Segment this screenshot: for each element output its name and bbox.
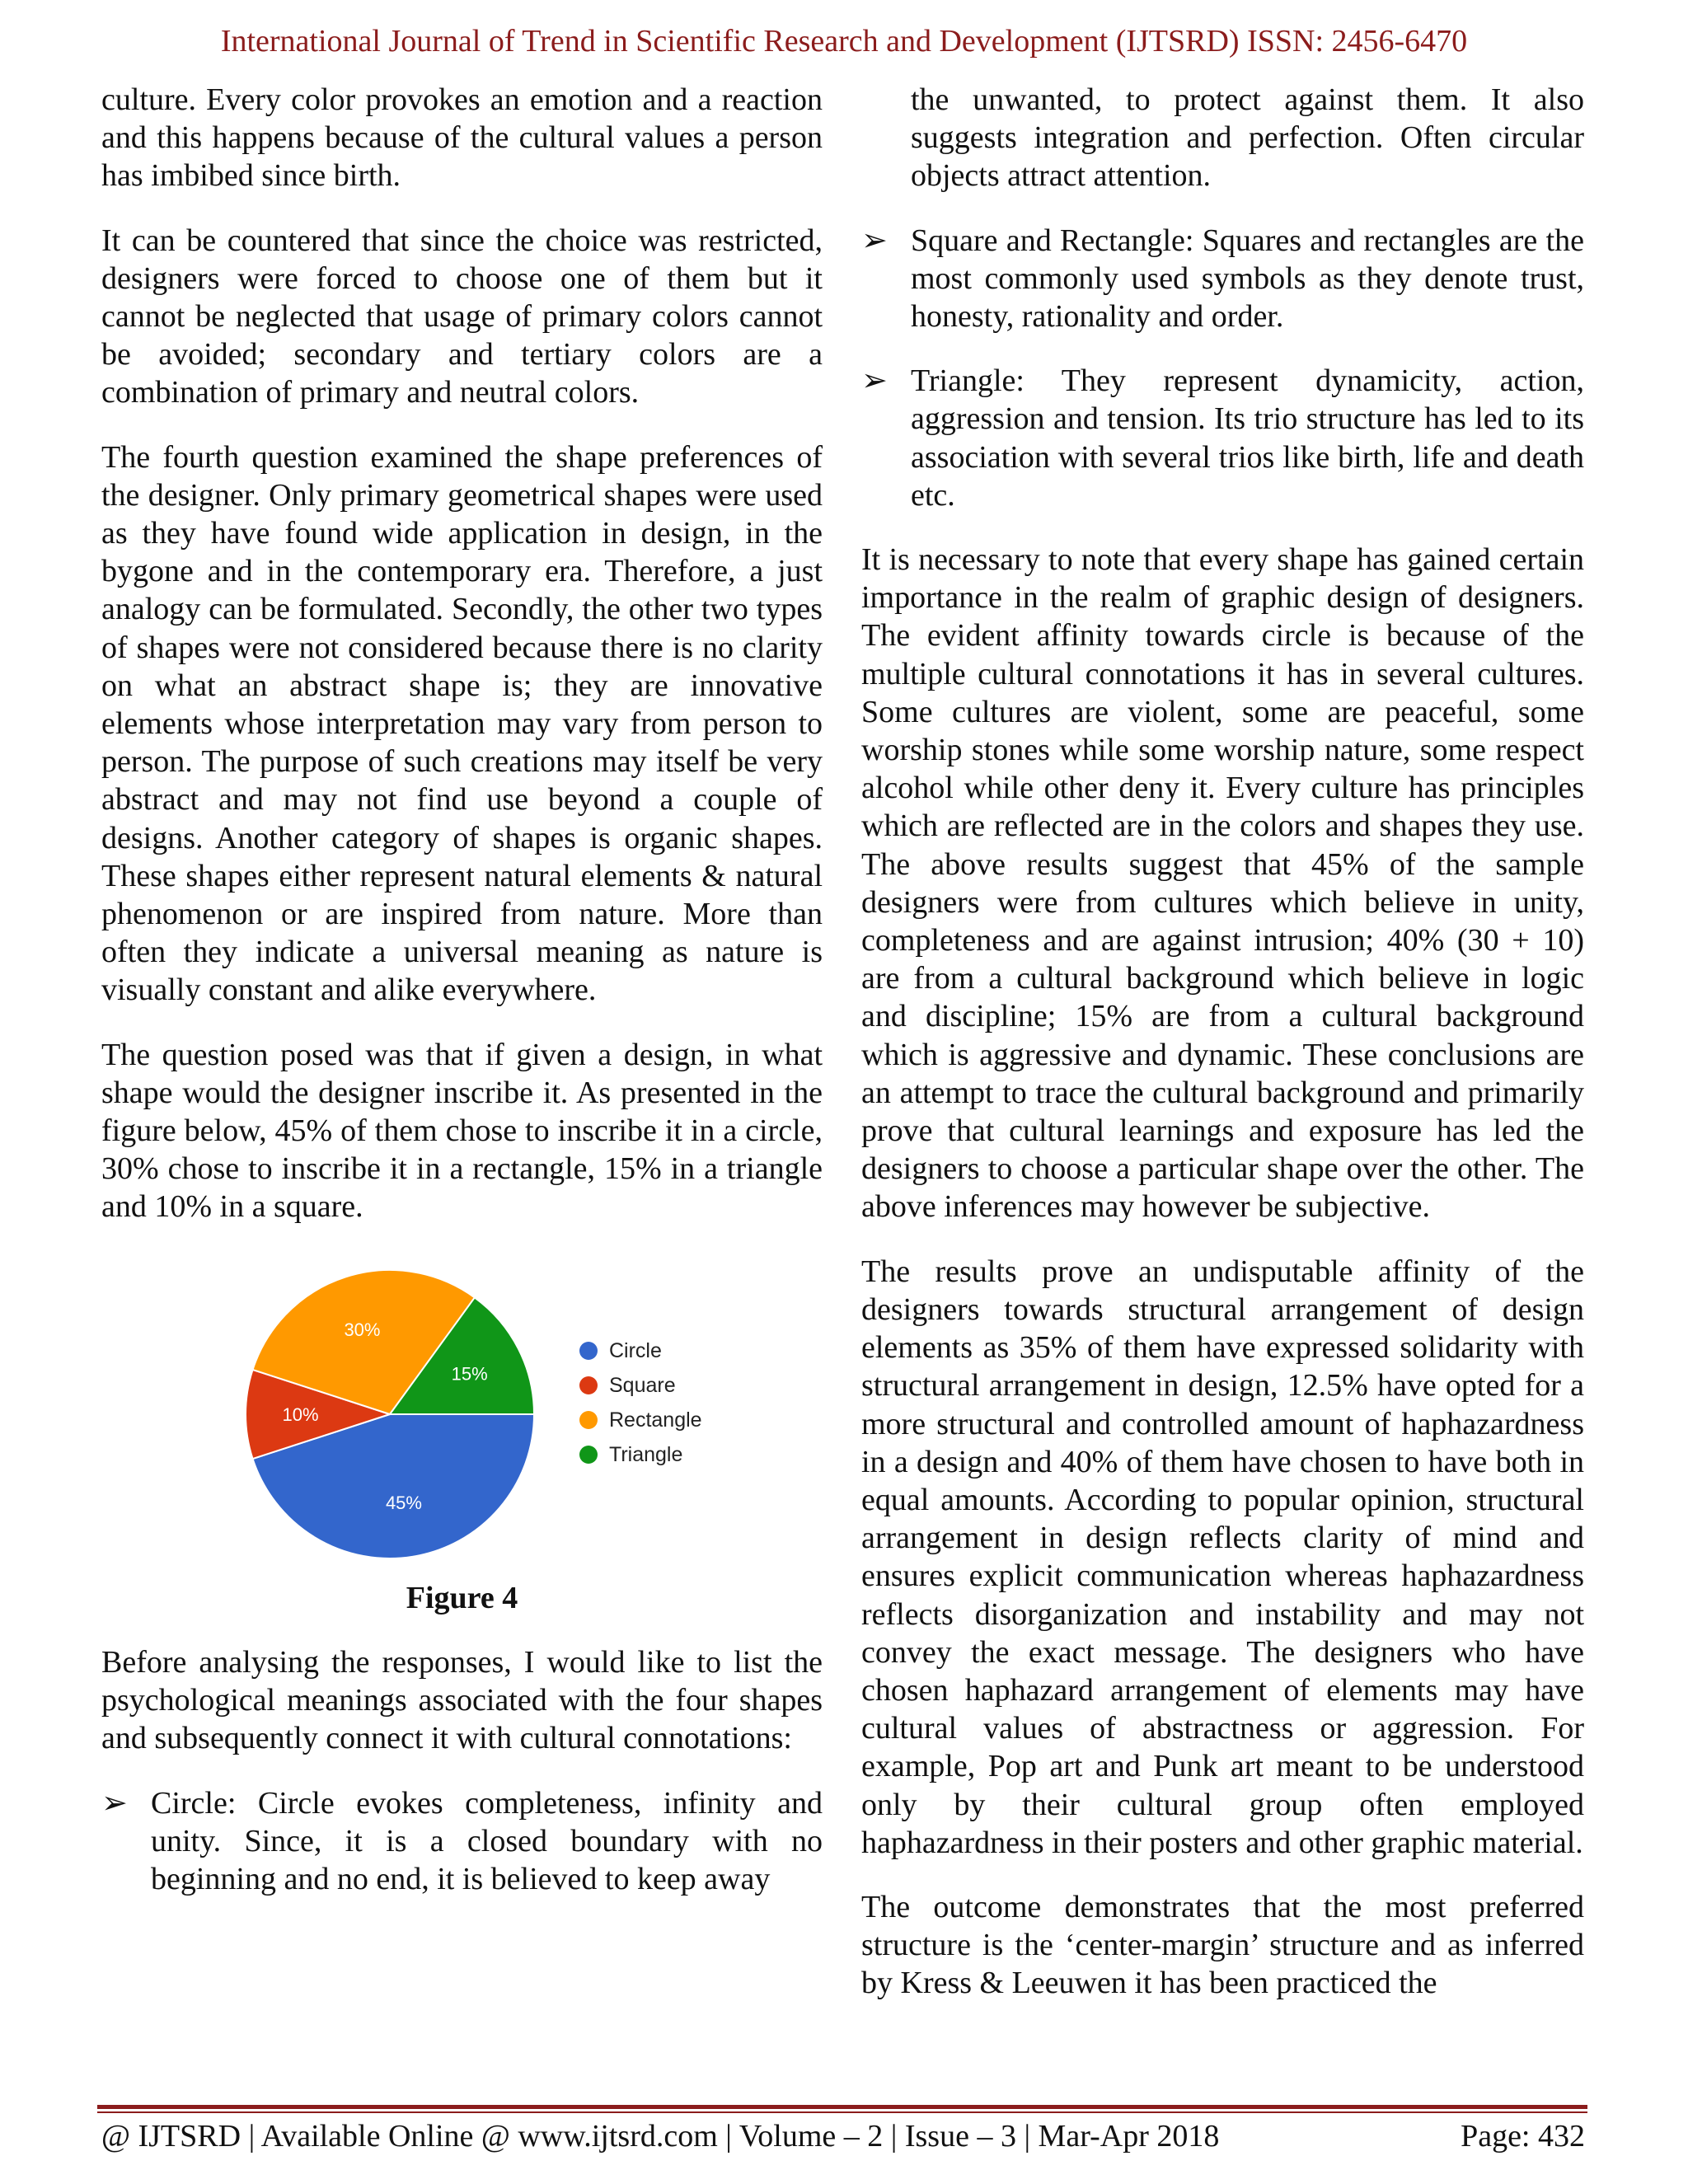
legend-item-triangle <box>579 1437 702 1472</box>
pie-label-square: 10% <box>282 1404 319 1425</box>
bullet-text: Triangle: They represent dynamicity, action, aggression and tension. Its trio structure has led to its association with several trios like birth, life and death etc. <box>911 363 1584 513</box>
figure-caption: Figure 4 <box>406 1580 518 1615</box>
arrow-bullet-icon: ➢ <box>861 223 888 258</box>
paragraph: It can be countered that since the choice was restricted, designers were forced to choose one of them but it cannot be neglected that usage of primary colors cannot be avoided; secondary and tertiary colors are a combination of primary and neutral colors. <box>101 223 823 410</box>
footer-rule-thin <box>97 2111 1587 2113</box>
paragraph: The fourth question examined the shape preferences of the designer. Only primary geometrical shapes were used as they have found wide application in design, in the bygone and in the contemporary era. Therefore, a just analogy can be formulated. Secondly, the other two types of shapes were not considered because there is no clarity on what an abstract shape is; they are innovative elements whose interpretation may vary from person to person. The purpose of such creations may itself be very abstract and may not find use beyond a couple of designs. Another category of shapes is organic shapes. These shapes either represent natural elements & natural phenomenon or are inspired from nature. More than often they indicate a universal meaning as nature is visually constant and alike everywhere. <box>101 439 823 1008</box>
page-footer <box>101 2118 1585 2154</box>
legend-label: Square <box>609 1373 676 1397</box>
legend-dot-icon <box>579 1446 598 1464</box>
paragraph: It is necessary to note that every shape has gained certain importance in the realm of graphic design of designers. The evident affinity towards circle is because of the multiple cultural connotations it has in several cultures. Some cultures are violent, some are peaceful, some worship stones while some worship nature, some respect alcohol while other deny it. Every culture has principles which are reflected are in the colors and shapes they use. The above results suggest that 45% of the sample designers were from cultures which believe in unity, completeness and are against intrusion; 40% (30 + 10) are from a cultural background which believe in logic and discipline; 15% are from a cultural background which is aggressive and dynamic. These conclusions are an attempt to trace the cultural background and primarily prove that cultural learnings and exposure has led the designers to choose a particular shape over the other. The above inferences may however be subjective. <box>861 542 1584 1225</box>
legend-label: Circle <box>609 1338 662 1362</box>
paragraph: The results prove an undisputable affinity of the designers towards structural arrangement of design elements as 35% of them have expressed solidarity with structural arrangement in design, 12.5% have opted for a more structural and controlled amount of haphazardness in a design and 40% of them have chosen to have both in equal amounts. According to popular opinion, structural arrangement in design reflects clarity of mind and ensures explicit communication whereas haphazardness reflects disorganization and instability and may not convey the exact message. The designers who have chosen haphazard arrangement of elements may have cultural values of abstractness or aggression. For example, Pop art and Punk art meant to be understood only by their cultural group often employed haphazardness in their posters and other graphic material. <box>861 1254 1584 1860</box>
footer-rule <box>97 2105 1587 2109</box>
pie-label-rectangle: 30% <box>344 1319 381 1340</box>
arrow-bullet-icon: ➢ <box>861 363 888 399</box>
legend-dot-icon <box>579 1376 598 1394</box>
paragraph: The outcome demonstrates that the most preferred structure is the ‘center-margin’ structure and as inferred by Kress & Leeuwen it has been practiced the <box>861 1889 1584 2001</box>
bullet-item-circle <box>101 1784 823 1899</box>
bullet-text: Square and Rectangle: Squares and rectangles are the most commonly used symbols as they denote trust, honesty, rationality and order. <box>911 223 1584 335</box>
paragraph: the unwanted, to protect against them. It also suggests integration and perfection. Often circular objects attract attention. <box>911 82 1584 194</box>
pie-label-triangle: 15% <box>451 1363 488 1385</box>
legend-dot-icon <box>579 1342 598 1360</box>
paragraph: The question posed was that if given a design, in what shape would the designer inscribe it. As presented in the figure below, 45% of them chose to inscribe it in a circle, 30% chose to inscribe it in a rectangle, 15% in a triangle and 10% in a square. <box>101 1037 823 1225</box>
pie-label-circle: 45% <box>385 1492 422 1513</box>
right-column <box>861 81 1584 2029</box>
chart-legend <box>579 1333 702 1472</box>
legend-item-rectangle <box>579 1403 702 1437</box>
bullet-item-triangle <box>861 362 1584 514</box>
legend-dot-icon <box>579 1411 598 1429</box>
bullet-text: Circle: Circle evokes completeness, infinity and unity. Since, it is a closed boundary with no beginning and no end, it is believed to keep away <box>151 1785 823 1896</box>
paragraph: culture. Every color provokes an emotion and a reaction and this happens because of the cultural values a person has imbibed since birth. <box>101 82 823 194</box>
paragraph: Before analysing the responses, I would like to list the psychological meanings associated with the four shapes and subsequently connect it with cultural connotations: <box>101 1644 823 1756</box>
left-column <box>101 81 823 1924</box>
footer-info: @ IJTSRD | Available Online @ www.ijtsrd.com | Volume – 2 | Issue – 3 | Mar-Apr 2018 <box>101 2119 1220 2154</box>
bullet-item-square <box>861 222 1584 336</box>
figure-4 <box>101 1258 823 1563</box>
legend-label: Triangle <box>609 1442 683 1466</box>
legend-label: Rectangle <box>609 1408 702 1432</box>
page-number: Page: 432 <box>1461 2119 1585 2154</box>
arrow-bullet-icon: ➢ <box>101 1785 128 1821</box>
journal-header: International Journal of Trend in Scientific Research and Development (IJTSRD) ISSN: 2456-6470 <box>220 24 1468 59</box>
legend-item-square <box>579 1368 702 1403</box>
pie-chart <box>101 1258 823 1563</box>
legend-item-circle <box>579 1333 702 1368</box>
